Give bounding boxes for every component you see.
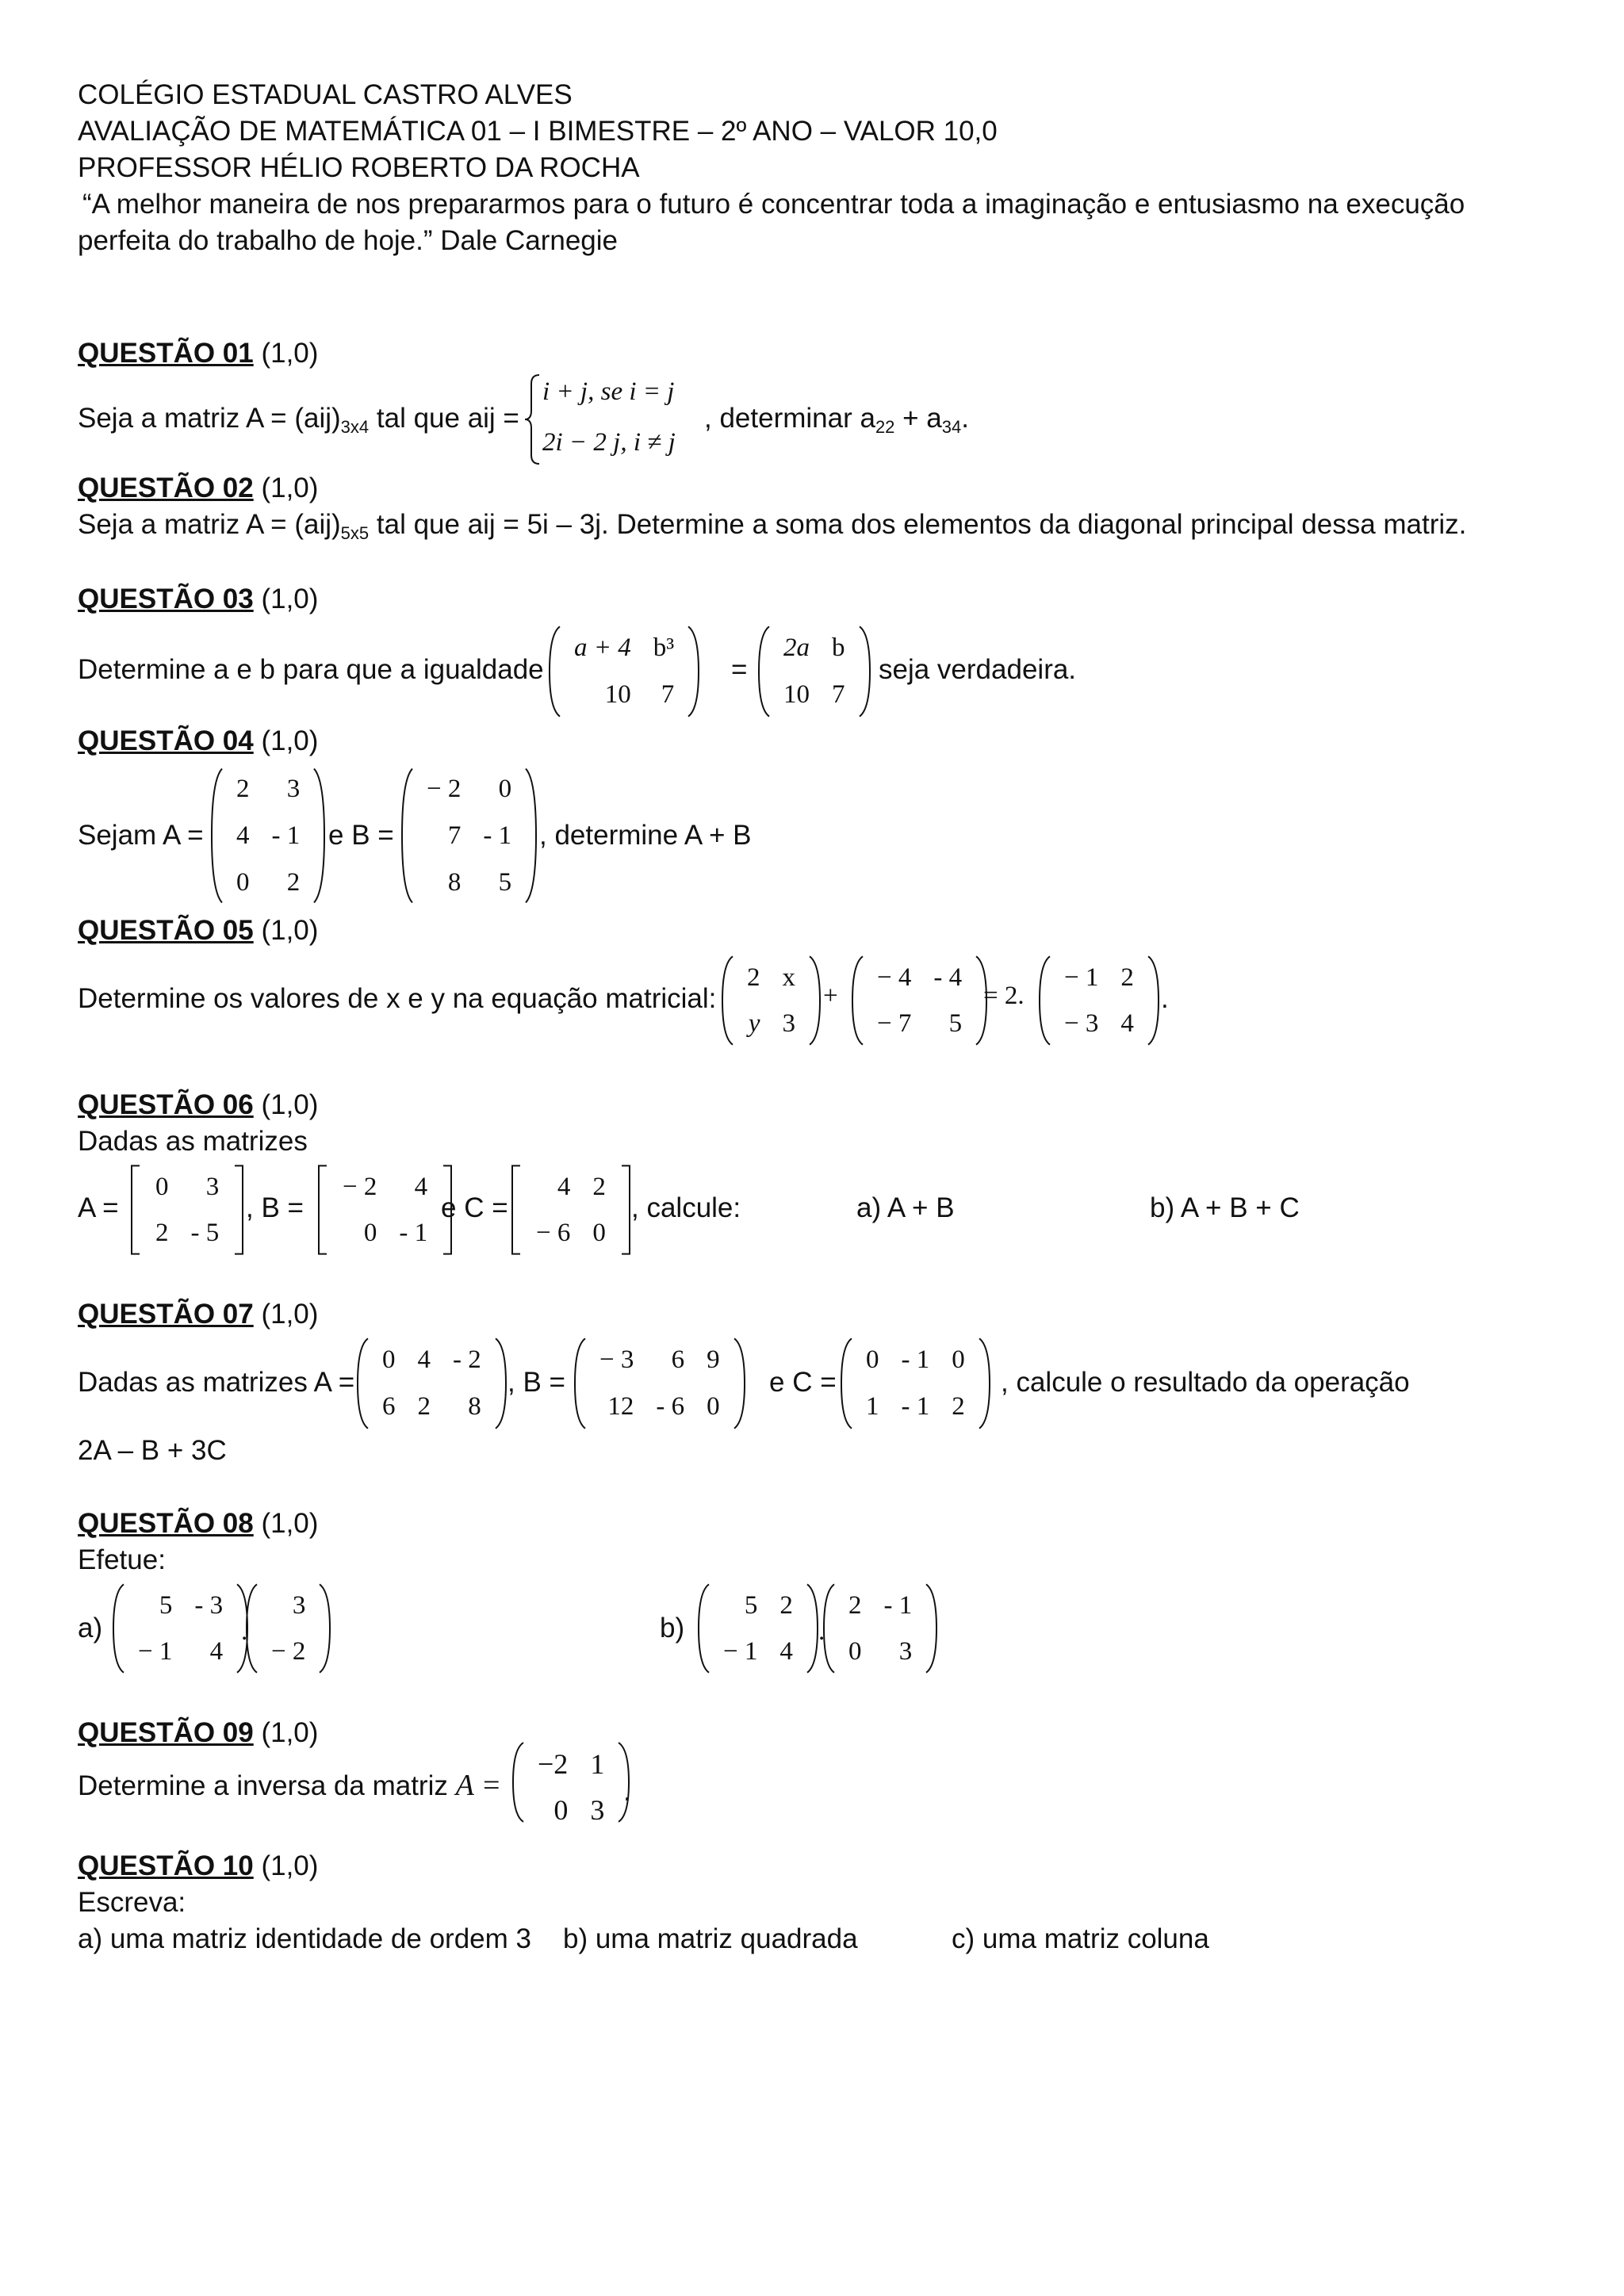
matrix-cell: 2: [286, 867, 301, 897]
q9-matrix: [509, 1741, 633, 1827]
matrix-cell: − 1: [1064, 962, 1099, 992]
right-bracket: [230, 1164, 247, 1256]
matrix-cell: 0: [952, 1345, 965, 1375]
question-04-text-b: e B =: [328, 820, 394, 851]
question-07-heading: QUESTÃO 07 (1,0): [78, 1299, 319, 1330]
q6-label-b: , B =: [246, 1192, 304, 1223]
matrix-cell: 2: [779, 1590, 793, 1620]
matrix-cell: 2: [417, 1392, 431, 1422]
matrix-cell: 0: [848, 1636, 862, 1666]
q8-matrix-a2: [243, 1582, 334, 1674]
q9-end: .: [623, 1776, 631, 1807]
question-02-text: Seja a matriz $A = (aij)_{5x5}$ tal que aij = 5i – 3j. Determine a soma dos elementos da diagonal principal dessa matriz.: [78, 509, 1467, 543]
q8-matrix-b1: [695, 1582, 822, 1674]
q6-label-c: e C =: [441, 1192, 508, 1223]
matrix-cell: 5: [498, 867, 512, 897]
q8-matrix-b2: [820, 1582, 940, 1674]
matrix-cell: − 6: [536, 1218, 571, 1247]
matrix-cell: - 6: [656, 1392, 685, 1422]
right-bracket: [523, 766, 540, 905]
question-01-task: , determinar $a_{22} + a_{34}$.: [704, 403, 969, 437]
q3-left-matrix: [546, 625, 703, 718]
piecewise-case-2: 2i − 2 j, i ≠ j: [542, 428, 676, 457]
left-bracket: [127, 1164, 144, 1256]
matrix-cell: 2: [155, 1218, 169, 1247]
matrix-cell: - 1: [883, 1590, 913, 1620]
matrix-cell: 0: [707, 1392, 720, 1422]
q10-item-b: b) uma matriz quadrada: [563, 1923, 858, 1954]
right-bracket: [806, 955, 824, 1047]
matrix-cell: 4: [1120, 1008, 1134, 1038]
quote-line-1: “A melhor maneira de nos prepararmos para o futuro é concentrar toda a imaginação e entusiasmo na execução: [82, 189, 1465, 220]
left-bracket: [354, 1337, 371, 1430]
matrix-cell: b³: [653, 633, 675, 663]
left-bracket: [755, 625, 772, 718]
matrix-cell: x: [782, 962, 795, 992]
q8-intro: Efetue:: [78, 1544, 166, 1575]
question-03-heading: QUESTÃO 03 (1,0): [78, 584, 319, 614]
question-04-text-a: Sejam A =: [78, 820, 204, 851]
q6-item-a: a) A + B: [856, 1192, 955, 1223]
q7-matrix-a: [354, 1337, 510, 1430]
matrix-cell: 4: [236, 821, 250, 850]
left-bracket: [820, 1582, 837, 1674]
q6-label-a: A =: [78, 1192, 119, 1223]
matrix-cell: 10: [783, 680, 810, 710]
matrix-cell: 8: [468, 1392, 481, 1422]
matrix-cell: 2: [592, 1172, 606, 1201]
matrix-cell: 12: [607, 1392, 634, 1422]
matrix-cell: a + 4: [574, 633, 631, 663]
matrix-cell: 7: [661, 680, 675, 710]
right-bracket: [731, 1337, 749, 1430]
left-bracket: [695, 1582, 712, 1674]
q8-dot-a: .: [241, 1617, 248, 1646]
question-05-heading: QUESTÃO 05 (1,0): [78, 915, 319, 946]
matrix-cell: 10: [604, 680, 631, 710]
matrix-cell: - 1: [901, 1392, 930, 1422]
right-bracket: [311, 766, 328, 905]
q7-text-a: Dadas as matrizes A =: [78, 1367, 355, 1398]
matrix-cell: - 1: [901, 1345, 930, 1375]
matrix-cell: 2: [236, 775, 250, 804]
question-01-heading: QUESTÃO 01 (1,0): [78, 338, 319, 369]
period: .: [1161, 983, 1169, 1014]
q6-calc: , calcule:: [631, 1192, 741, 1223]
matrix-cell: 6: [382, 1392, 396, 1422]
matrix-cell: −2: [538, 1748, 569, 1780]
left-bracket: [837, 1337, 855, 1430]
matrix-cell: 0: [155, 1172, 169, 1201]
q4-matrix-b: [398, 766, 540, 905]
exam-title: AVALIAÇÃO DE MATEMÁTICA 01 – I BIMESTRE – 2º ANO – VALOR 10,0: [78, 116, 998, 147]
q8-matrix-a1: [109, 1582, 251, 1674]
right-bracket: [685, 625, 703, 718]
matrix-cell: 8: [447, 867, 462, 897]
question-04-text-c: , determine A + B: [539, 820, 752, 851]
matrix-cell: − 3: [1064, 1008, 1099, 1038]
right-bracket: [923, 1582, 940, 1674]
q5-matrix-1: [718, 955, 824, 1047]
question-03-text: Determine a e b para que a igualdade: [78, 654, 544, 685]
matrix-cell: 4: [779, 1636, 793, 1666]
question-01-text: Seja a matriz $A = (aij)_{3x4}$ tal que aij =: [78, 403, 519, 437]
matrix-cell: 7: [447, 821, 462, 850]
q10-item-a: a) uma matriz identidade de ordem 3: [78, 1923, 531, 1954]
left-bracket: [109, 1582, 127, 1674]
left-bracket: [546, 625, 563, 718]
matrix-cell: 0: [553, 1794, 569, 1827]
q8-label-b: b): [660, 1613, 685, 1644]
matrix-cell: 3: [590, 1794, 605, 1827]
piecewise-brace: [523, 373, 541, 466]
q3-right-matrix: [755, 625, 874, 718]
matrix-cell: 0: [236, 867, 250, 897]
q7-text-d: , calcule o resultado da operação: [1001, 1367, 1410, 1398]
quote-line-2: perfeita do trabalho de hoje.” Dale Carnegie: [78, 225, 618, 256]
left-bracket: [208, 766, 225, 905]
equals-two: = 2.: [983, 982, 1025, 1010]
matrix-cell: 1: [590, 1748, 605, 1780]
matrix-cell: 4: [557, 1172, 571, 1201]
matrix-cell: 0: [866, 1345, 879, 1375]
matrix-cell: 2: [848, 1590, 862, 1620]
matrix-cell: 3: [898, 1636, 913, 1666]
q9-text: Determine a inversa da matriz A =: [78, 1769, 502, 1802]
question-06-heading: QUESTÃO 06 (1,0): [78, 1089, 319, 1120]
q10-intro: Escreva:: [78, 1887, 186, 1918]
right-bracket: [316, 1582, 334, 1674]
matrix-cell: 0: [363, 1218, 377, 1247]
matrix-cell: - 5: [190, 1218, 220, 1247]
question-08-heading: QUESTÃO 08 (1,0): [78, 1508, 319, 1539]
matrix-cell: − 2: [427, 775, 462, 804]
right-bracket: [856, 625, 874, 718]
q7-text-c: e C =: [769, 1367, 837, 1398]
school-name: COLÉGIO ESTADUAL CASTRO ALVES: [78, 79, 573, 110]
q7-matrix-b: [571, 1337, 749, 1430]
matrix-cell: − 2: [343, 1172, 377, 1201]
matrix-cell: - 1: [483, 821, 512, 850]
matrix-cell: 2: [747, 962, 760, 992]
left-bracket: [398, 766, 416, 905]
equals-sign: =: [731, 654, 748, 685]
q6-item-b: b) A + B + C: [1150, 1192, 1300, 1223]
question-05-text: Determine os valores de x e y na equação matricial:: [78, 983, 717, 1014]
matrix-cell: 2: [1120, 962, 1134, 992]
matrix-cell: 3: [205, 1172, 220, 1201]
matrix-cell: 4: [414, 1172, 428, 1201]
q7-operation: 2A – B + 3C: [78, 1435, 227, 1466]
left-bracket: [571, 1337, 588, 1430]
matrix-cell: 0: [592, 1218, 606, 1247]
matrix-cell: b: [832, 633, 845, 663]
matrix-cell: 6: [671, 1345, 685, 1375]
piecewise-case-1: i + j, se i = j: [542, 377, 675, 406]
left-bracket: [508, 1164, 525, 1256]
q8-dot-b: .: [818, 1617, 825, 1646]
left-bracket: [314, 1164, 331, 1256]
matrix-cell: 9: [707, 1345, 720, 1375]
matrix-cell: 3: [286, 775, 301, 804]
left-bracket: [848, 955, 866, 1047]
q8-label-a: a): [78, 1613, 103, 1644]
matrix-cell: - 4: [933, 962, 963, 992]
matrix-cell: y: [748, 1008, 760, 1038]
q6-matrix-a: [127, 1164, 247, 1256]
right-bracket: [976, 1337, 994, 1430]
q7-text-b: , B =: [508, 1367, 565, 1398]
left-bracket: [718, 955, 736, 1047]
question-09-heading: QUESTÃO 09 (1,0): [78, 1717, 319, 1748]
matrix-cell: 5: [948, 1008, 963, 1038]
right-bracket: [1145, 955, 1162, 1047]
question-10-heading: QUESTÃO 10 (1,0): [78, 1850, 319, 1881]
matrix-cell: 2: [952, 1392, 965, 1422]
q4-matrix-a: [208, 766, 328, 905]
matrix-cell: - 1: [271, 821, 301, 850]
matrix-cell: − 3: [599, 1345, 634, 1375]
matrix-cell: − 1: [723, 1636, 758, 1666]
teacher-name: PROFESSOR HÉLIO ROBERTO DA ROCHA: [78, 152, 640, 183]
matrix-cell: 2a: [783, 633, 810, 663]
left-bracket: [243, 1582, 260, 1674]
question-06-intro: Dadas as matrizes: [78, 1126, 308, 1157]
matrix-cell: 3: [292, 1590, 306, 1620]
matrix-cell: 1: [866, 1392, 879, 1422]
matrix-cell: − 2: [271, 1636, 306, 1666]
matrix-cell: 7: [832, 680, 845, 710]
matrix-cell: 4: [209, 1636, 224, 1666]
q5-matrix-3: [1036, 955, 1162, 1047]
q10-item-c: c) uma matriz coluna: [952, 1923, 1209, 1954]
matrix-cell: − 7: [877, 1008, 912, 1038]
question-02-heading: QUESTÃO 02 (1,0): [78, 473, 319, 503]
q5-matrix-2: [848, 955, 990, 1047]
matrix-cell: - 2: [453, 1345, 481, 1375]
question-03-end: seja verdadeira.: [879, 654, 1077, 685]
plus-sign: +: [823, 982, 838, 1010]
left-bracket: [1036, 955, 1053, 1047]
matrix-cell: - 1: [399, 1218, 428, 1247]
matrix-cell: - 3: [194, 1590, 224, 1620]
matrix-cell: 3: [782, 1008, 795, 1038]
matrix-cell: 4: [417, 1345, 431, 1375]
q6-matrix-b: [314, 1164, 456, 1256]
matrix-cell: 0: [382, 1345, 396, 1375]
left-bracket: [509, 1741, 527, 1823]
matrix-cell: − 1: [138, 1636, 173, 1666]
question-04-heading: QUESTÃO 04 (1,0): [78, 725, 319, 756]
matrix-cell: 5: [744, 1590, 758, 1620]
matrix-cell: 5: [159, 1590, 173, 1620]
matrix-cell: − 4: [877, 962, 912, 992]
matrix-cell: 0: [498, 775, 512, 804]
q6-matrix-c: [508, 1164, 634, 1256]
q7-matrix-c: [837, 1337, 994, 1430]
